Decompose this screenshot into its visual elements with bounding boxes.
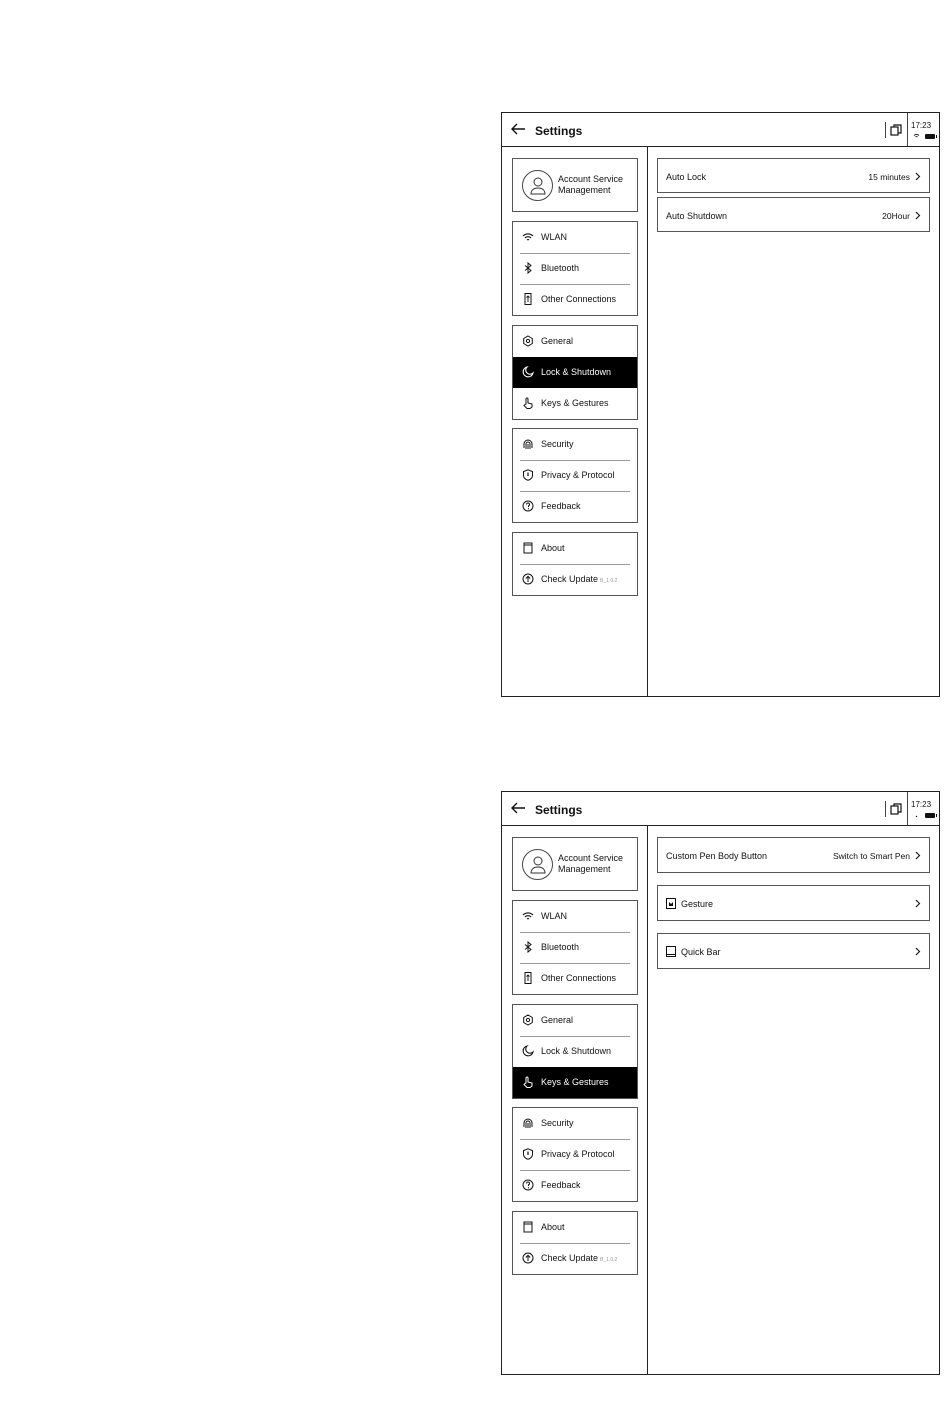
- connections-group: [512, 221, 638, 316]
- sidebar-item-security[interactable]: [513, 429, 637, 460]
- sidebar-item-label: Security: [541, 439, 574, 449]
- upload-circle-icon: [522, 1252, 534, 1264]
- fingerprint-icon: [522, 438, 534, 450]
- sidebar-item-about[interactable]: [513, 1212, 637, 1243]
- battery-icon: [925, 813, 935, 818]
- gear-icon: [522, 1014, 534, 1026]
- account-label: Account Service Management: [558, 174, 624, 195]
- wifi-status-icon: [913, 133, 920, 139]
- fingerprint-icon: [522, 1117, 534, 1129]
- hand-pointer-icon: [522, 397, 534, 409]
- sidebar-item-other-connections[interactable]: [513, 963, 637, 994]
- question-icon: [522, 1179, 534, 1191]
- sidebar-item-label: Feedback: [541, 1180, 581, 1190]
- auto-lock-row[interactable]: [657, 158, 930, 193]
- system-group: [512, 325, 638, 420]
- sidebar-item-label: Keys & Gestures: [541, 398, 609, 408]
- bluetooth-icon: [522, 262, 534, 274]
- sidebar-item-label: Lock & Shutdown: [541, 1046, 612, 1056]
- sidebar-item-label: Other Connections: [541, 294, 617, 304]
- sidebar-item-general[interactable]: [513, 1005, 637, 1036]
- multitask-icon[interactable]: [890, 803, 902, 815]
- upload-circle-icon: [522, 573, 534, 585]
- sidebar-item-privacy-protocol[interactable]: [513, 1139, 637, 1170]
- sidebar-item-label: Check Update: [541, 574, 599, 584]
- row-label: Custom Pen Body Button: [666, 851, 768, 861]
- sidebar-item-about[interactable]: [513, 533, 637, 564]
- multitask-icon[interactable]: [890, 124, 902, 136]
- row-label: Auto Lock: [666, 172, 707, 182]
- settings-screen-lock-shutdown: [501, 112, 940, 697]
- wifi-icon: [522, 910, 534, 922]
- security-group: [512, 428, 638, 523]
- sidebar-item-check-update[interactable]: [513, 1243, 637, 1274]
- system-group: [512, 1004, 638, 1099]
- device-connection-icon: [522, 293, 534, 305]
- sidebar-item-check-update[interactable]: [513, 564, 637, 595]
- sidebar-item-label: Keys & Gestures: [541, 1077, 609, 1087]
- bluetooth-icon: [522, 941, 534, 953]
- sidebar-item-label: Privacy & Protocol: [541, 1149, 615, 1159]
- sidebar-item-wlan[interactable]: [513, 222, 637, 253]
- sidebar-item-label: Feedback: [541, 501, 581, 511]
- shield-icon: [522, 469, 534, 481]
- device-connection-icon: [522, 972, 534, 984]
- top-bar: [502, 792, 939, 826]
- sidebar-item-lock-shutdown[interactable]: [513, 357, 637, 388]
- question-icon: [522, 500, 534, 512]
- chevron-right-icon: [915, 899, 921, 908]
- account-label: Account Service Management: [558, 853, 624, 874]
- sidebar-item-label: WLAN: [541, 232, 568, 242]
- page-title: Settings: [535, 803, 583, 817]
- sidebar-item-label: WLAN: [541, 911, 568, 921]
- wifi-status-icon: [913, 812, 920, 818]
- row-value: 20Hour: [882, 211, 910, 221]
- battery-icon: [925, 134, 935, 139]
- user-avatar-icon: [522, 170, 553, 201]
- sidebar-item-label: Bluetooth: [541, 263, 580, 273]
- sidebar-item-lock-shutdown[interactable]: [513, 1036, 637, 1067]
- security-group: [512, 1107, 638, 1202]
- sidebar-item-label: Privacy & Protocol: [541, 470, 615, 480]
- row-label: Quick Bar: [681, 947, 721, 957]
- chevron-right-icon: [915, 851, 921, 860]
- status-time: 17:23: [911, 121, 932, 130]
- wifi-icon: [522, 231, 534, 243]
- page-title: Settings: [535, 124, 583, 138]
- chevron-right-icon: [915, 947, 921, 956]
- sidebar-item-label: General: [541, 1015, 574, 1025]
- sidebar-item-label: Lock & Shutdown: [541, 367, 612, 377]
- about-group: [512, 1211, 638, 1275]
- row-value: 15 minutes: [868, 172, 910, 182]
- device-icon: [522, 542, 534, 554]
- sidebar-item-security[interactable]: [513, 1108, 637, 1139]
- quickbar-icon: [666, 946, 676, 957]
- sidebar-item-keys-gestures[interactable]: [513, 1067, 637, 1098]
- chevron-right-icon: [915, 172, 921, 181]
- row-label: Auto Shutdown: [666, 211, 728, 221]
- sidebar-item-bluetooth[interactable]: [513, 253, 637, 284]
- account-service-item[interactable]: [512, 837, 638, 891]
- moon-icon: [522, 1045, 534, 1057]
- sidebar-item-label: General: [541, 336, 574, 346]
- sidebar-item-label: Other Connections: [541, 973, 617, 983]
- gesture-row[interactable]: [657, 885, 930, 921]
- sidebar-item-label: About: [541, 543, 565, 553]
- version-label: B_1.0.2: [600, 578, 618, 584]
- device-icon: [522, 1221, 534, 1233]
- sidebar-item-bluetooth[interactable]: [513, 932, 637, 963]
- row-label: Gesture: [681, 899, 714, 909]
- sidebar-item-other-connections[interactable]: [513, 284, 637, 315]
- sidebar-item-label: About: [541, 1222, 565, 1232]
- arrow-left-icon[interactable]: [510, 122, 526, 136]
- sidebar-item-label: Bluetooth: [541, 942, 580, 952]
- status-time: 17:23: [911, 800, 932, 809]
- gear-icon: [522, 335, 534, 347]
- gesture-icon: [666, 898, 676, 909]
- sidebar-item-feedback[interactable]: [513, 1170, 637, 1201]
- quick-bar-row[interactable]: [657, 933, 930, 969]
- row-value: Switch to Smart Pen: [832, 851, 910, 861]
- sidebar-item-wlan[interactable]: [513, 901, 637, 932]
- account-service-item[interactable]: [512, 158, 638, 212]
- auto-shutdown-row[interactable]: [657, 197, 930, 232]
- sidebar-item-general[interactable]: [513, 326, 637, 357]
- about-group: [512, 532, 638, 596]
- sidebar-item-feedback[interactable]: [513, 491, 637, 522]
- sidebar-item-privacy-protocol[interactable]: [513, 460, 637, 491]
- sidebar-item-label: Check Update: [541, 1253, 599, 1263]
- version-label: B_1.0.2: [600, 1257, 618, 1263]
- connections-group: [512, 900, 638, 995]
- user-avatar-icon: [522, 849, 553, 880]
- sidebar-item-keys-gestures[interactable]: [513, 388, 637, 419]
- custom-pen-body-button-row[interactable]: [657, 837, 930, 873]
- shield-icon: [522, 1148, 534, 1160]
- hand-pointer-icon: [522, 1076, 534, 1088]
- settings-screen-keys-gestures: [501, 791, 940, 1375]
- sidebar-item-label: Security: [541, 1118, 574, 1128]
- arrow-left-icon[interactable]: [510, 801, 526, 815]
- moon-icon: [522, 366, 534, 378]
- chevron-right-icon: [915, 211, 921, 220]
- top-bar: [502, 113, 939, 147]
